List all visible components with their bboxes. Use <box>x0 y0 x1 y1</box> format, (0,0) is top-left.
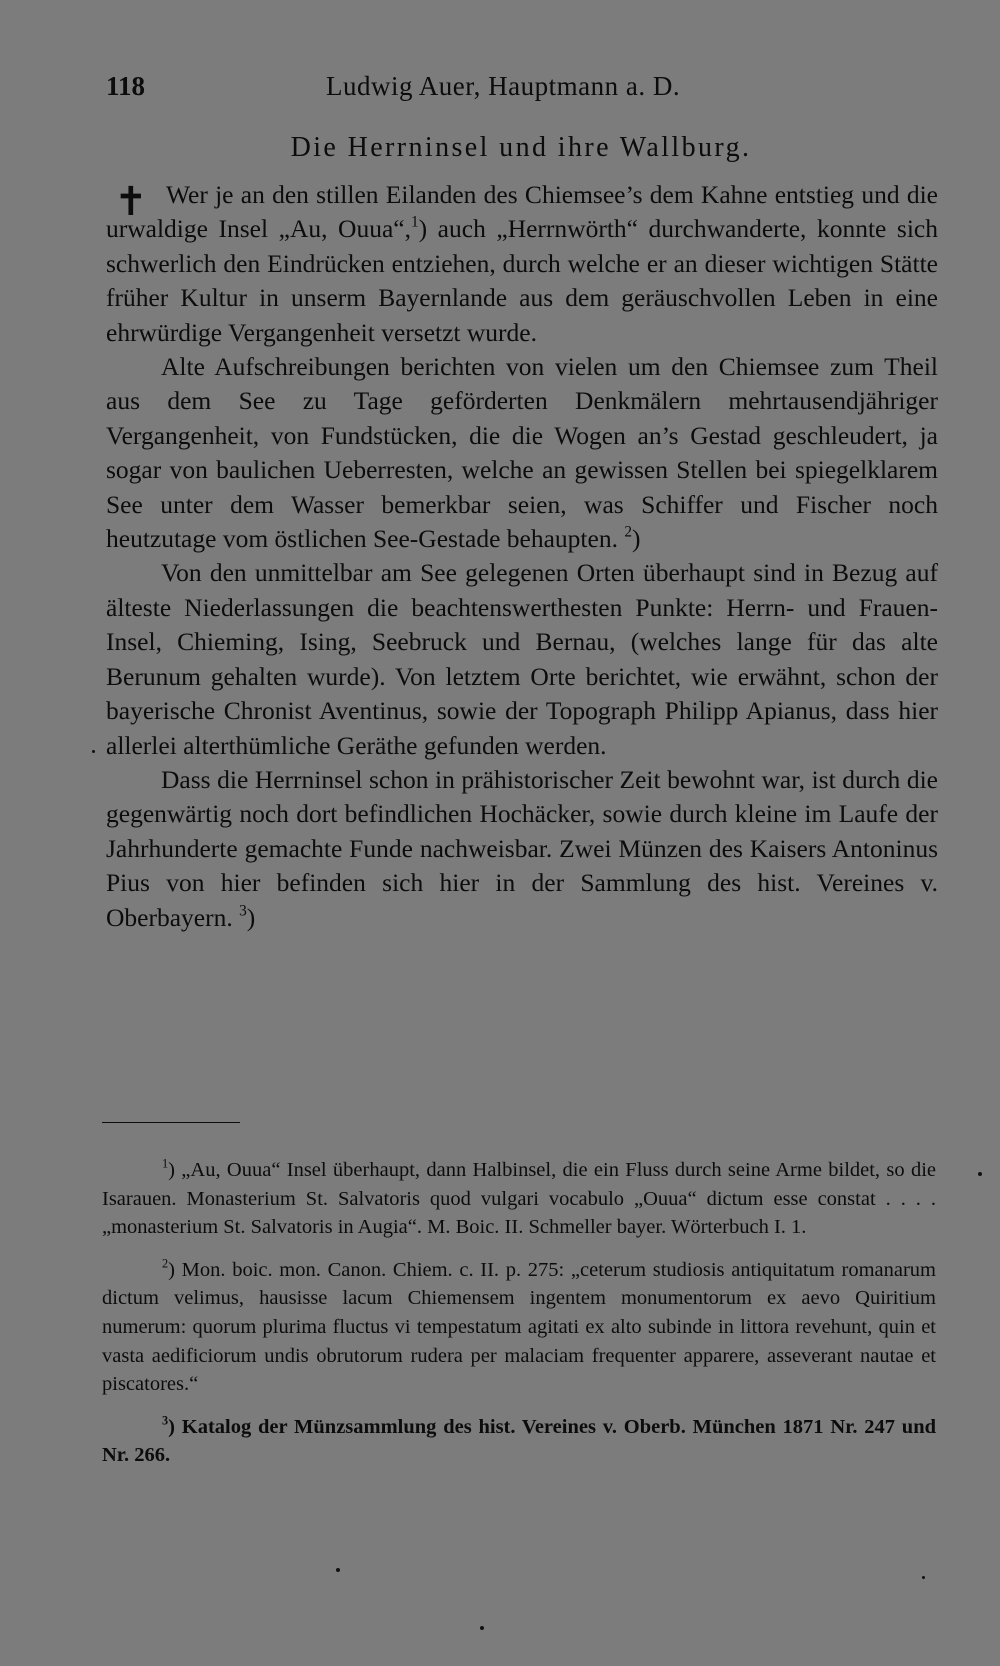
footnote-3-marker: 3 <box>162 1413 169 1428</box>
footnote-separator <box>102 1122 240 1123</box>
scan-speck <box>480 1626 484 1630</box>
footnote-ref-3: 3 <box>239 901 247 919</box>
paragraph-4-text-b: ) <box>246 902 256 932</box>
paragraph-1-text-a: Wer je an den stillen Eilanden des Chiemsee’s dem Kahne entstieg und die urwaldige Insel „Au, Ouua“, <box>106 180 938 244</box>
paragraph-3: Von den unmittelbar am See gelegenen Orten überhaupt sind in Bezug auf älteste Niederlassungen die beachtenswerthesten Punkte: Herrn- und Frauen-Insel, Chieming, Ising, Seebruck und Bernau, (welches lange für das alte Berunum gehalten wurde). Von letztem Orte berichtet, wie erwähnt, schon der bayerische Chronist Aventinus, sowie der Topograph Philipp Apianus, dass hier allerlei alterthümliche Geräthe gefunden werden. <box>106 558 938 760</box>
paragraph-1-text-b: ) auch „Herrnwörth“ durchwanderte, konnte sich schwerlich den Eindrücken entziehen, durch welche er an dieser wichtigen Stätte früher Kultur in unserm Bayernlande aus dem geräuschvollen Leben in eine ehrwürdige Vergangenheit versetzt wurde. <box>106 214 938 347</box>
running-title: Ludwig Auer, Hauptmann a. D. <box>326 71 681 101</box>
paragraph-2-text-a: Alte Aufschreibungen berichten von vielen um den Chiemsee zum Theil aus dem See zu Tage geförderten Denkmälern mehrtausendjähriger Vergangenheit, von Fundstücken, die die Wogen an’s Gestad geschleudert, ja sogar von baulichen Ueberresten, welche an gewissen Stellen bei spiegelklarem See unter dem Wasser bemerkbar seien, was Schiffer und Fischer noch heutzutage vom östlichen See-Gestade behaupten. <box>106 352 938 554</box>
footnotes <box>102 1156 936 1484</box>
paragraph-2 <box>106 350 938 556</box>
paragraph-2-text-b: ) <box>631 524 641 554</box>
footnote-3-text: ) Katalog der Münzsammlung des hist. Vereines v. Oberb. München 1871 Nr. 247 und Nr. 266. <box>102 1415 936 1467</box>
paragraph-4-text-a: Dass die Herrninsel schon in prähistorischer Zeit bewohnt war, ist durch die gegenwärtig noch dort befindlichen Hochäcker, sowie durch kleine im Laufe der Jahrhunderte gemachte Funde nachweisbar. Zwei Münzen des Kaisers Antoninus Pius von hier befinden sich hier in der Sammlung des hist. Vereines v. Oberbayern. <box>106 764 938 932</box>
article-title: Die Herrninsel und ihre Wallburg. <box>290 132 752 163</box>
scan-speck <box>92 750 95 753</box>
scan-speck <box>336 1568 340 1572</box>
paragraph-4 <box>106 763 938 935</box>
paragraph-1 <box>106 178 938 350</box>
scan-speck <box>922 1576 925 1579</box>
footnote-2 <box>102 1256 936 1399</box>
footnote-1-text: ) „Au, Ouua“ Insel überhaupt, dann Halbinsel, die ein Fluss durch seine Arme bildet, so die Isarauen. Monasterium St. Salvatoris quod vulgari vocabulo „Ouua“ dictum esse constat . . . . „monasterium St. Salvatoris in Augia“. M. Boic. II. Schmeller bayer. Wörterbuch I. 1. <box>102 1159 936 1239</box>
scan-speck <box>978 1172 982 1176</box>
footnote-1-marker: 1 <box>162 1156 169 1171</box>
footnote-2-text: ) Mon. boic. mon. Canon. Chiem. c. II. p. 275: „ceterum studiosis antiquitatum romanarum dictum velimus, hausisse lacum Chiemensem ingentem monumentorum ex aevo Quiritium numerum: quorum plurima fluctus vi tempestatum agitati ex alto subinde in littora revehunt, quin et vasta aedificiorum undis obrutorum rudera per malaciam frequenter apparere, asseverant nautae et piscatores.“ <box>102 1258 936 1396</box>
footnote-ref-2: 2 <box>624 523 632 541</box>
footnote-ref-1: 1 <box>410 213 419 231</box>
body-text <box>106 178 938 935</box>
footnote-1 <box>102 1156 936 1242</box>
footnote-3 <box>102 1413 936 1470</box>
footnote-2-marker: 2 <box>162 1256 169 1271</box>
page-header <box>106 66 936 106</box>
margin-cross-mark: ✝ <box>114 179 148 225</box>
page-number: 118 <box>106 71 146 101</box>
